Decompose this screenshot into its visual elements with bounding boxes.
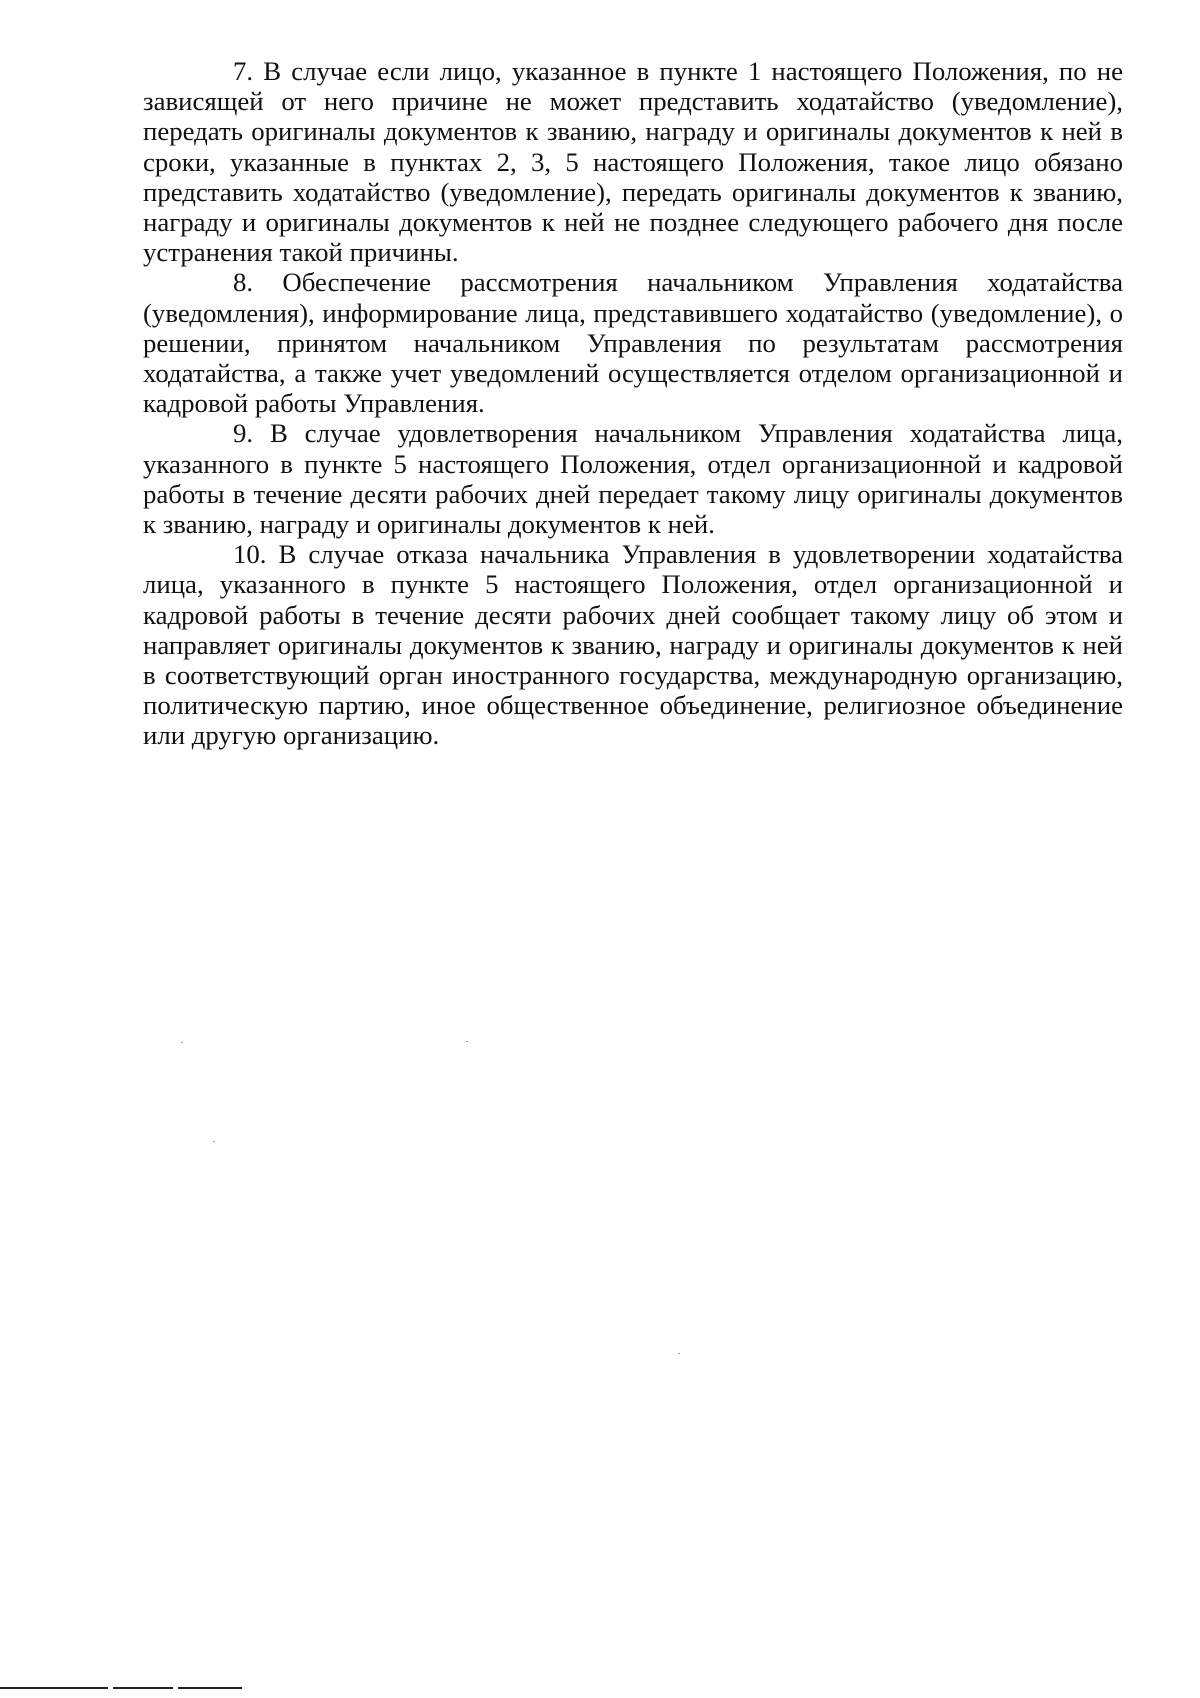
paragraph-7: 7. В случае если лицо, указанное в пункте 1 настоящего Положения, по не зависящей от него причине не может представить ходатайство (уведомление), передать оригиналы документов к званию, награду и оригиналы документов к ней в сроки, указанные в пунктах 2, 3, 5 настоящего Положения, такое лицо обязано представить ходатайство (уведомление), передать оригиналы документов к званию, награду и оригиналы документов к ней не позднее следующего рабочего дня после устранения такой причины. <box>143 56 1123 268</box>
scan-speck <box>678 1353 680 1354</box>
footer-rule <box>0 1687 108 1689</box>
document-body <box>143 56 1123 751</box>
footer-rule <box>113 1687 173 1689</box>
scan-speck <box>181 1042 183 1043</box>
paragraph-8: 8. Обеспечение рассмотрения начальником Управления ходатайства (уведомления), информирование лица, представившего ходатайство (уведомление), о решении, принятом начальником Управления по результатам рассмотрения ходатайства, а также учет уведомлений осуществляется отделом организационной и кадровой работы Управления. <box>143 267 1123 419</box>
paragraph-9: 9. В случае удовлетворения начальником Управления ходатайства лица, указанного в пункте 5 настоящего Положения, отдел организационной и кадровой работы в течение десяти рабочих дней передает такому лицу оригиналы документов к званию, награду и оригиналы документов к ней. <box>143 418 1123 540</box>
scan-speck <box>466 1041 468 1042</box>
footer-rule <box>178 1687 242 1689</box>
scan-speck <box>213 1141 215 1142</box>
paragraph-10: 10. В случае отказа начальника Управления в удовлетворении ходатайства лица, указанного в пункте 5 настоящего Положения, отдел организационной и кадровой работы в течение десяти рабочих дней сообщает такому лицу об этом и направляет оригиналы документов к званию, награду и оригиналы документов к ней в соответствующий орган иностранного государства, международную организацию, политическую партию, иное общественное объединение, религиозное объединение или другую организацию. <box>143 539 1123 751</box>
